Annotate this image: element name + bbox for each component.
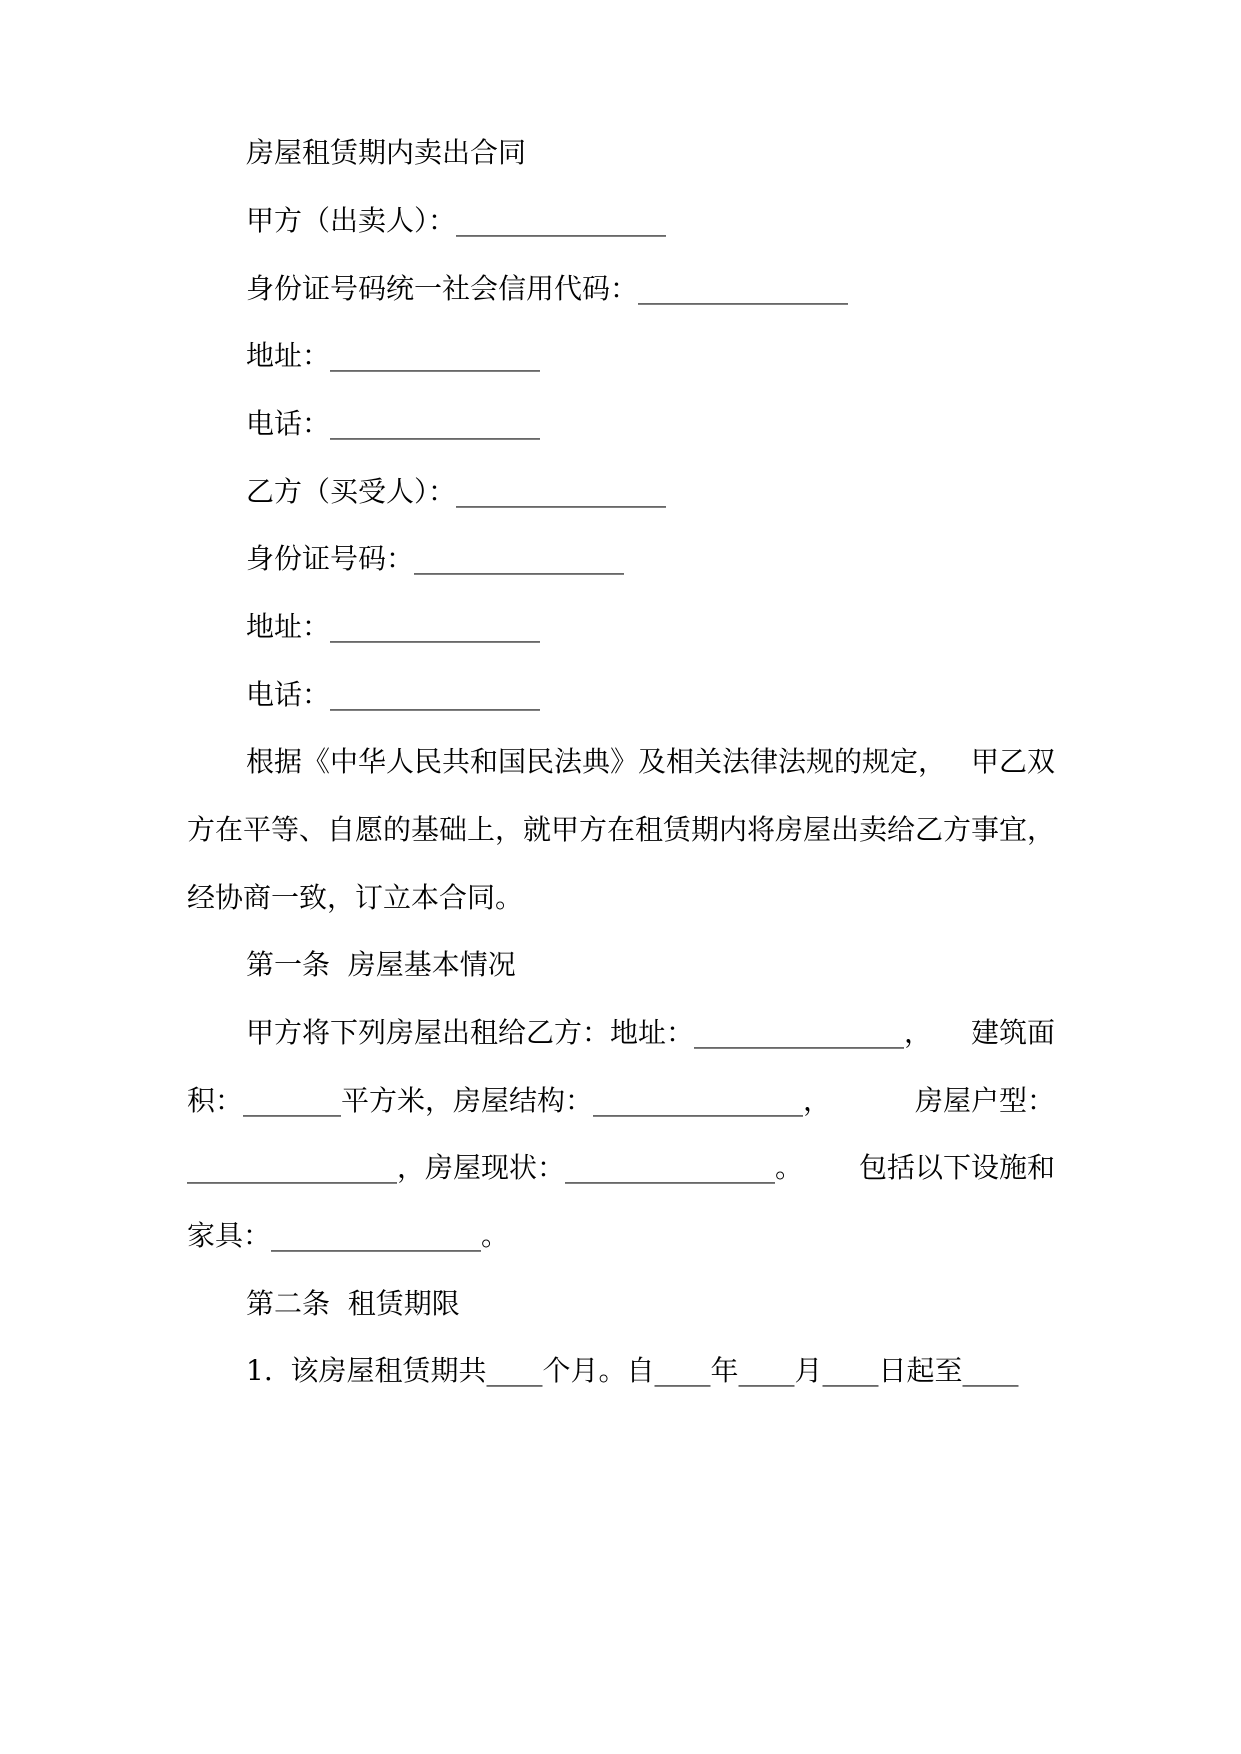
- party-a-phone: 电话：_______________: [246, 407, 541, 440]
- document-title: 房屋租赁期内卖出合同: [246, 136, 527, 169]
- article-1-line-2-b: 房屋户型：: [914, 1084, 1055, 1117]
- party-b-address: 地址：_______________: [246, 610, 541, 643]
- article-1-line-1-a: 甲方将下列房屋出租给乙方：地址：_______________，: [246, 1016, 933, 1049]
- article-1-line-1: [246, 1015, 1055, 1051]
- party-a-id: 身份证号码统一社会信用代码：_______________: [246, 272, 849, 305]
- article-1-heading: 第一条 房屋基本情况: [246, 948, 516, 981]
- article-2-item-1: 1. 该房屋租赁期共____个月。自____年____月____日起至____: [246, 1354, 1019, 1387]
- article-1-line-2: [187, 1083, 1055, 1119]
- party-a-address: 地址：_______________: [246, 339, 541, 372]
- preamble-line-2-a: 方在平等、自愿的基础上，就甲方在租赁期内将房屋出卖给乙方事宜，: [187, 813, 1056, 846]
- article-1-line-3-a: _______________，房屋现状：_______________。: [187, 1151, 804, 1184]
- article-1-line-1-b: 建筑面: [970, 1016, 1055, 1049]
- article-1-line-2-a: 积：_______平方米，房屋结构：_______________，: [187, 1084, 832, 1117]
- article-1-line-4: 家具：_______________。: [187, 1219, 510, 1252]
- preamble-line-1-a: 根据《中华人民共和国民法典》及相关法律法规的规定，: [246, 745, 947, 778]
- article-1-line-3-b: 包括以下设施和: [858, 1151, 1055, 1184]
- preamble-line-1: [246, 744, 1055, 780]
- party-b-phone: 电话：_______________: [246, 678, 541, 711]
- party-b-label: 乙方（买受人）：_______________: [246, 475, 667, 508]
- preamble-line-1-b: 甲乙双: [970, 745, 1055, 778]
- party-a-label: 甲方（出卖人）：_______________: [246, 204, 667, 237]
- article-2-heading: 第二条 租赁期限: [246, 1287, 460, 1320]
- party-b-id: 身份证号码：_______________: [246, 542, 625, 575]
- article-1-line-3: [187, 1150, 1055, 1186]
- preamble-line-2: [187, 812, 1055, 848]
- preamble-line-3: 经协商一致，订立本合同。: [187, 881, 524, 914]
